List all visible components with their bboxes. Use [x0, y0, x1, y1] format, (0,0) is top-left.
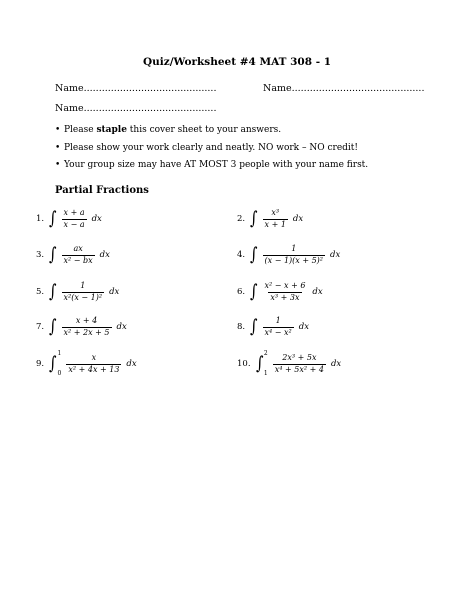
bullet-icon: • [55, 142, 61, 153]
fraction: $\frac{x}{\text{x² + 4x + 13}}$ [68, 353, 120, 374]
integral-icon: ∫ [250, 316, 258, 337]
section-title: Partial Fractions [55, 185, 149, 196]
integral-icon: ∫ [255, 353, 263, 374]
integral-limits: 2 1 [263, 350, 268, 377]
integral-icon: ∫ [49, 353, 57, 374]
problem-7: 7. ∫ $\frac{x + 4}{\text{x² + 2x + 5}}$ dx [36, 316, 127, 337]
fraction: $\frac{x + 4}{\text{x² + 2x + 5}}$ [63, 316, 110, 337]
fraction: $\frac{x + a}{x - a}$ [63, 208, 85, 229]
problem-4: 4. ∫ $\frac{1}{\text{(x − 1)(x + 5)²}}$ dx [237, 244, 341, 265]
problem-6: 6. ∫ $\frac{\text{x² − x + 6}}{\text{x³ + 3x}}$ dx [237, 281, 323, 302]
problem-8: 8. ∫ $\frac{1}{\text{x⁴ − x²}}$ dx [237, 316, 309, 337]
instruction-item: • Please staple this cover sheet to your answers. [55, 125, 282, 135]
integral-icon: ∫ [250, 208, 258, 229]
fraction: $\frac{\text{x² − x + 6}}{\text{x³ + 3x}}$ [264, 281, 306, 302]
integral-icon: ∫ [49, 244, 57, 265]
instruction-item: • Please show your work clearly and neatly. NO work – NO credit! [55, 142, 359, 153]
fraction: $\frac{\text{x³}}{x + 1}$ [264, 208, 286, 229]
fraction: $\frac{1}{\text{(x − 1)(x + 5)²}}$ [264, 244, 323, 265]
integral-icon: ∫ [49, 281, 57, 302]
fraction: $\frac{ax}{\text{x² − bx}}$ [63, 244, 93, 265]
problem-1: 1. ∫ $\frac{x + a}{x - a}$ dx [36, 208, 102, 229]
bullet-icon: • [55, 160, 61, 170]
fraction: $\frac{\text{2x³ + 5x}}{\text{x⁴ + 5x² + 4}}$ [274, 353, 324, 374]
problem-10: 10. ∫ 2 1 $\frac{\text{2x³ + 5x}}{\text{x⁴ + 5x² + 4}}$ dx [237, 350, 342, 377]
problem-5: 5. ∫ $\frac{1}{\text{x²(x − 1)²}}$ dx [36, 281, 120, 302]
name-field-3: Name............................................ [55, 103, 217, 114]
integral-icon: ∫ [49, 208, 57, 229]
name-field-1: Name............................................ [55, 83, 217, 94]
instruction-item: • Your group size may have AT MOST 3 people with your name first. [55, 160, 369, 170]
fraction: $\frac{1}{\text{x²(x − 1)²}}$ [63, 281, 103, 302]
name-field-2: Name............................................ [263, 83, 425, 94]
problem-2: 2. ∫ $\frac{\text{x³}}{x + 1}$ dx [237, 208, 304, 229]
integral-icon: ∫ [250, 281, 258, 302]
fraction: $\frac{1}{\text{x⁴ − x²}}$ [264, 316, 292, 337]
problem-3: 3. ∫ $\frac{ax}{\text{x² − bx}}$ dx [36, 244, 110, 265]
instructions-list [55, 125, 368, 178]
bullet-icon: • [55, 125, 61, 135]
problem-9: 9. ∫ 1 0 $\frac{x}{\text{x² + 4x + 13}}$ dx [36, 350, 137, 377]
page-title: Quiz/Worksheet #4 MAT 308 - 1 [142, 56, 332, 68]
integral-icon: ∫ [250, 244, 258, 265]
integral-icon: ∫ [49, 316, 57, 337]
integral-limits: 1 0 [57, 350, 62, 377]
